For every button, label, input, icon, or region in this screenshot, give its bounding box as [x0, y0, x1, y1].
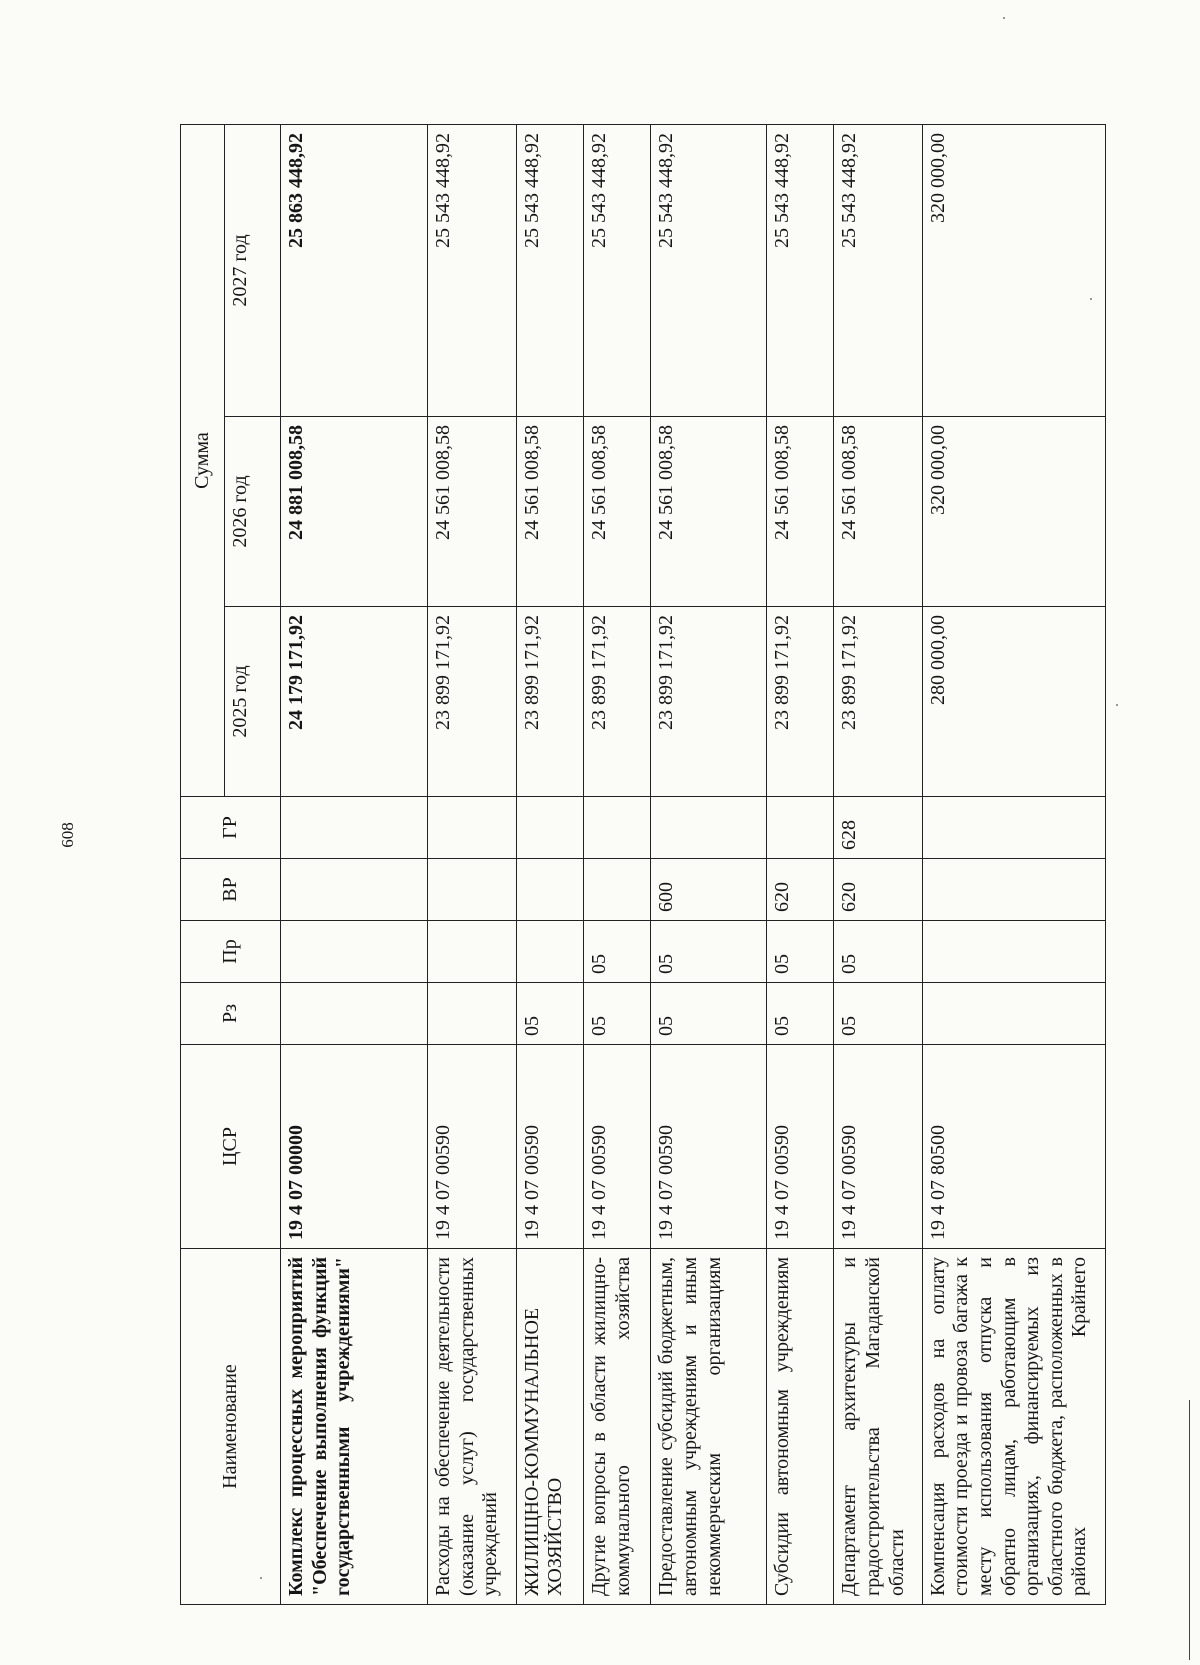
cell-y2027: 25 543 448,92: [651, 125, 767, 417]
cell-y2027: 25 543 448,92: [428, 125, 516, 417]
header-2026: 2026 год: [225, 417, 281, 607]
cell-csr: 19 4 07 00590: [516, 1045, 583, 1249]
header-2025: 2025 год: [225, 607, 281, 797]
cell-y2025: 23 899 171,92: [767, 607, 834, 797]
cell-pr: 05: [767, 921, 834, 983]
cell-name: Департамент архитектуры и градостроительства Магаданской области: [834, 1249, 922, 1605]
cell-vr: 620: [767, 859, 834, 921]
cell-y2025: 24 179 171,92: [281, 607, 428, 797]
cell-pr: [428, 921, 516, 983]
page-number: 608: [58, 822, 77, 848]
cell-rz: 05: [651, 983, 767, 1045]
cell-gr: [922, 797, 1105, 859]
cell-y2026: 24 561 008,58: [583, 417, 650, 607]
cell-y2026: 24 561 008,58: [428, 417, 516, 607]
cell-gr: 628: [834, 797, 922, 859]
cell-name: Расходы на обеспечение деятельности (оказание услуг) государственных учреждений: [428, 1249, 516, 1605]
table-row: [428, 125, 516, 1605]
cell-rz: [428, 983, 516, 1045]
cell-vr: [583, 859, 650, 921]
cell-pr: 05: [583, 921, 650, 983]
cell-pr: [516, 921, 583, 983]
cell-name: Комплекс процессных мероприятий "Обеспечение выполнения функций государственными учреждениями": [281, 1249, 428, 1605]
cell-csr: 19 4 07 00590: [651, 1045, 767, 1249]
cell-y2025: 23 899 171,92: [583, 607, 650, 797]
cell-y2026: 320 000,00: [922, 417, 1105, 607]
scan-speck: [1116, 704, 1118, 706]
cell-vr: [922, 859, 1105, 921]
cell-y2025: 23 899 171,92: [516, 607, 583, 797]
cell-csr: 19 4 07 00590: [583, 1045, 650, 1249]
cell-pr: 05: [834, 921, 922, 983]
table-body: [281, 125, 1106, 1605]
cell-vr: 620: [834, 859, 922, 921]
table-row: [651, 125, 767, 1605]
cell-pr: 05: [651, 921, 767, 983]
cell-csr: 19 4 07 00590: [834, 1045, 922, 1249]
cell-y2027: 25 543 448,92: [583, 125, 650, 417]
cell-gr: [651, 797, 767, 859]
header-name: Наименование: [181, 1249, 281, 1605]
scan-speck: [260, 1577, 262, 1579]
cell-y2027: 25 543 448,92: [834, 125, 922, 417]
cell-csr: 19 4 07 00590: [428, 1045, 516, 1249]
header-csr: ЦСР: [181, 1045, 281, 1249]
cell-csr: 19 4 07 80500: [922, 1045, 1105, 1249]
header-gr: ГР: [181, 797, 281, 859]
cell-y2027: 25 543 448,92: [767, 125, 834, 417]
cell-csr: 19 4 07 00000: [281, 1045, 428, 1249]
cell-name: Субсидии автономным учреждениям: [767, 1249, 834, 1605]
cell-rz: 05: [767, 983, 834, 1045]
cell-y2026: 24 561 008,58: [767, 417, 834, 607]
table-row: [516, 125, 583, 1605]
budget-table-rotated: [180, 125, 1106, 1605]
cell-y2027: 25 863 448,92: [281, 125, 428, 417]
table-row: [922, 125, 1105, 1605]
cell-y2026: 24 561 008,58: [651, 417, 767, 607]
cell-y2026: 24 561 008,58: [516, 417, 583, 607]
cell-csr: 19 4 07 00590: [767, 1045, 834, 1249]
table-row: [583, 125, 650, 1605]
cell-vr: [428, 859, 516, 921]
header-vr: ВР: [181, 859, 281, 921]
cell-rz: [281, 983, 428, 1045]
header-rz: Рз: [181, 983, 281, 1045]
header-2027: 2027 год: [225, 125, 281, 417]
cell-name: Компенсация расходов на оплату стоимости проезда и провоза багажа к месту использования отпуска и обратно лицам, работающим в организациях, финансируемых из областного бюджета, расположенных в районах Крайнего: [922, 1249, 1105, 1605]
budget-table: [180, 124, 1106, 1605]
cell-y2025: 23 899 171,92: [428, 607, 516, 797]
header-pr: Пр: [181, 921, 281, 983]
cell-vr: 600: [651, 859, 767, 921]
cell-gr: [428, 797, 516, 859]
cell-y2027: 320 000,00: [922, 125, 1105, 417]
cell-gr: [767, 797, 834, 859]
cell-vr: [281, 859, 428, 921]
cell-name: Предоставление субсидий бюджетным, автономным учреждениям и иным некоммерческим организациям: [651, 1249, 767, 1605]
cell-rz: 05: [834, 983, 922, 1045]
header-sum: Сумма: [181, 125, 225, 797]
scan-speck: [1090, 298, 1092, 300]
cell-pr: [922, 921, 1105, 983]
cell-vr: [516, 859, 583, 921]
cell-gr: [516, 797, 583, 859]
cell-y2025: 23 899 171,92: [651, 607, 767, 797]
scan-speck: [1003, 17, 1005, 19]
table-row: [767, 125, 834, 1605]
cell-name: ЖИЛИЩНО-КОММУНАЛЬНОЕ ХОЗЯЙСТВО: [516, 1249, 583, 1605]
table-row: [834, 125, 922, 1605]
cell-y2027: 25 543 448,92: [516, 125, 583, 417]
cell-y2025: 23 899 171,92: [834, 607, 922, 797]
cell-y2026: 24 561 008,58: [834, 417, 922, 607]
cell-name: Другие вопросы в области жилищно-коммунального хозяйства: [583, 1249, 650, 1605]
cell-y2026: 24 881 008,58: [281, 417, 428, 607]
cell-rz: [922, 983, 1105, 1045]
cell-rz: 05: [516, 983, 583, 1045]
cell-gr: [281, 797, 428, 859]
cell-gr: [583, 797, 650, 859]
cell-y2025: 280 000,00: [922, 607, 1105, 797]
cell-pr: [281, 921, 428, 983]
cell-rz: 05: [583, 983, 650, 1045]
scan-edge-line: [1189, 1400, 1190, 1660]
table-row: [281, 125, 428, 1605]
